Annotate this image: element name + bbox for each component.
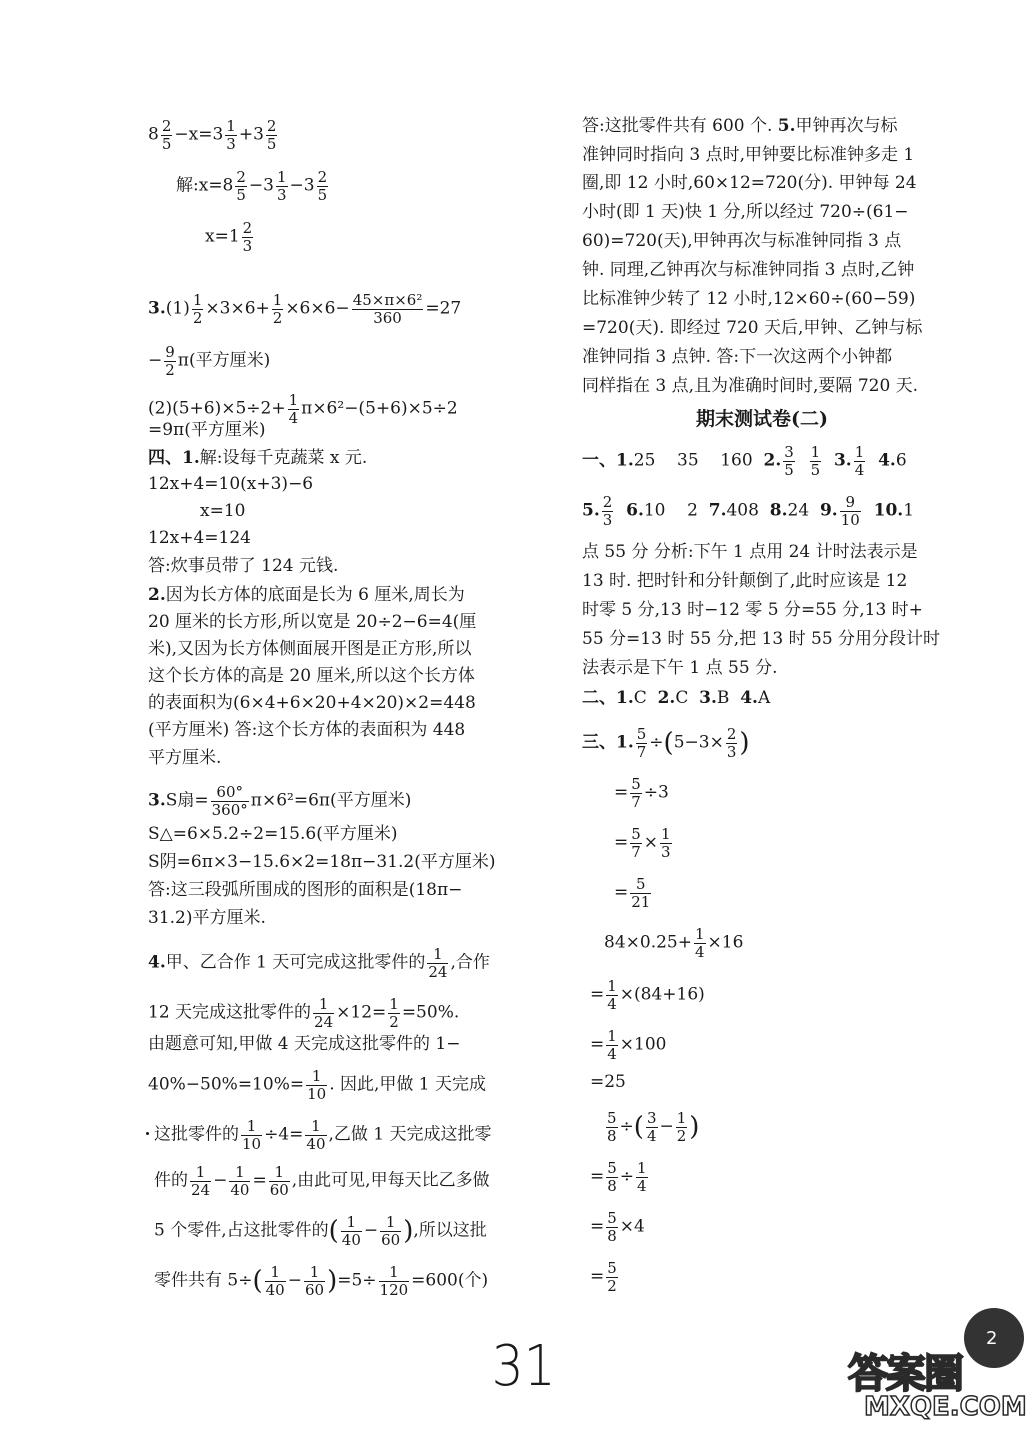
text-line: 法表示是下午 1 点 55 分. [582, 658, 778, 678]
fraction: $\frac{1}{4}$ [288, 391, 299, 427]
text-line: 答:这批零件共有 600 个. 5.甲钟再次与标 [582, 116, 898, 136]
problem-3-part-1-cont: − $\frac{9}{2}$ π(平方厘米) [148, 343, 271, 379]
problem-4-line-8: 零件共有 5÷( $\frac{1}{40}$ − $\frac{1}{60}$ )=5÷ $\frac{1}{120}$ =600(个) [154, 1263, 489, 1299]
fraction: $\frac{1}{2}$ [389, 995, 399, 1031]
section-1-answers-a: 一、1.25 35 160 2. $\frac{3}{5}$ $\frac{1}{5}$ 3. $\frac{1}{4}$ 4.6 [582, 443, 907, 479]
watermark-logo-text: 答案圈 [848, 1351, 962, 1397]
text-line: =9π(平方厘米) [148, 420, 266, 440]
watermark-url: MXQE.COM [864, 1392, 1027, 1422]
fraction: $\frac{1}{24}$ [191, 1163, 211, 1199]
text-line: 55 分=13 时 55 分,把 13 时 55 分用分段计时 [582, 629, 941, 649]
fraction: $\frac{1}{2}$ [676, 1109, 687, 1145]
problem-3-part-2: (2)(5+6)×5÷2+ $\frac{1}{4}$ π×6²−(5+6)×5÷2 [148, 391, 458, 427]
calc-step: = $\frac{5}{2}$ [590, 1259, 617, 1295]
problem-3-sector: 3.S扇= $\frac{60^\circ}{360^\circ}$ π×6²=6π(平方厘米) [148, 783, 412, 819]
text-line: S△=6×5.2÷2=15.6(平方厘米) [148, 824, 398, 844]
section-title: 期末测试卷(二) [696, 408, 828, 430]
fraction: $\frac{1}{5}$ [810, 443, 821, 479]
fraction: $\frac{1}{2}$ [192, 291, 203, 327]
text-line: 米),又因为长方体侧面展开图是正方形,所以 [148, 639, 472, 659]
text-line: 由题意可知,甲做 4 天完成这批零件的 1− [148, 1034, 461, 1054]
section-2-answers: 二、1.C 2.C 3.B 4.A [582, 688, 771, 708]
fraction: $\frac{2}{3}$ [242, 219, 253, 255]
text-line: 20 厘米的长方形,所以宽是 20÷2−6=4(厘 [148, 612, 477, 632]
text-line: 准钟同时指向 3 点时,甲钟要比标准钟多走 1 [582, 145, 915, 165]
text-line: 准钟同指 3 点钟. 答:下一次这两个小钟都 [582, 347, 893, 367]
text-line: 平方厘米. [148, 748, 222, 768]
text-line: 31.2)平方厘米. [148, 908, 266, 928]
calc-step: = $\frac{5}{8}$ ×4 [590, 1209, 645, 1245]
fraction: $\frac{1}{120}$ [379, 1263, 409, 1299]
text-line: 点 55 分 分析:下午 1 点用 24 计时法表示是 [582, 542, 918, 562]
speck [146, 1132, 149, 1135]
fraction: $\frac{5}{7}$ [631, 775, 641, 811]
text-line: 同样指在 3 点,且为准确时间时,要隔 720 天. [582, 376, 919, 396]
fraction: $\frac{60^\circ}{360^\circ}$ [211, 783, 248, 819]
fraction: $\frac{9}{2}$ [165, 343, 175, 379]
text-line: 的表面积为(6×4+6×20+4×20)×2=448 [148, 693, 476, 713]
watermark [846, 1340, 1027, 1430]
text-line: =720(天). 即经过 720 天后,甲钟、乙钟与标 [582, 318, 923, 338]
fraction: $\frac{1}{4}$ [694, 925, 705, 961]
text-line: 比标准钟少转了 12 小时,12×60÷(60−59) [582, 289, 916, 309]
calc-problem: $\frac{5}{8}$ ÷( $\frac{3}{4}$ − $\frac{1}{2}$ ) [607, 1109, 700, 1145]
fraction: $\frac{1}{60}$ [381, 1213, 401, 1249]
problem-4-line-2: 12 天完成这批零件的 $\frac{1}{24}$ ×12= $\frac{1}{2}$ =50%. [148, 995, 460, 1031]
eq-line-3: x=1 $\frac{2}{3}$ [205, 219, 253, 255]
fraction: $\frac{1}{2}$ [272, 291, 283, 327]
fraction: $\frac{1}{4}$ [607, 977, 617, 1013]
fraction: $\frac{5}{7}$ [636, 725, 647, 761]
fraction: $\frac{1}{4}$ [607, 1027, 617, 1063]
text-line: (平方厘米) 答:这个长方体的表面积为 448 [148, 720, 466, 740]
fraction: $\frac{\text{45×π×6²}}{360}$ [352, 291, 423, 327]
section-4-q1: 四、1.解:设每千克蔬菜 x 元. [148, 448, 368, 468]
eq-line-2: 解:x=8 $\frac{2}{5}$ −3 $\frac{1}{3}$ −3 $\frac{2}{5}$ [176, 168, 328, 204]
fraction: $\frac{3}{4}$ [646, 1109, 657, 1145]
calc-step: =25 [590, 1072, 626, 1092]
fraction: $\frac{2}{3}$ [602, 493, 613, 529]
fraction: $\frac{1}{24}$ [428, 945, 448, 981]
problem-4: 4.甲、乙合作 1 天可完成这批零件的 $\frac{1}{24}$ ,合作 [148, 945, 490, 981]
fraction: $\frac{1}{3}$ [661, 825, 671, 861]
text-line: 2.因为长方体的底面是长为 6 厘米,周长为 [148, 585, 465, 605]
fraction: $\frac{5}{8}$ [607, 1109, 617, 1145]
section-1-answers-b: 5. $\frac{2}{3}$ 6.10 2 7.408 8.24 9. $\frac{9}{10}$ 10.1 [582, 493, 915, 529]
fraction: $\frac{5}{7}$ [631, 825, 641, 861]
fraction: $\frac{1}{40}$ [306, 1117, 326, 1153]
eq-line-1: 8 $\frac{2}{5}$ −x=3 $\frac{1}{3}$ +3 $\frac{2}{5}$ [148, 117, 277, 153]
fraction: $\frac{1}{10}$ [242, 1117, 262, 1153]
fraction: $\frac{1}{3}$ [226, 117, 236, 153]
calc-step: = $\frac{1}{4}$ ×(84+16) [590, 977, 705, 1013]
fraction: $\frac{2}{3}$ [726, 725, 737, 761]
fraction: $\frac{2}{5}$ [317, 168, 328, 204]
text-line: 圈,即 12 小时,60×12=720(分). 甲钟每 24 [582, 173, 917, 193]
problem-4-line-7: 5 个零件,占这批零件的( $\frac{1}{40}$ − $\frac{1}{60}$ ),所以这批 [154, 1213, 487, 1249]
problem-4-line-6: 件的 $\frac{1}{24}$ − $\frac{1}{40}$ = $\frac{1}{60}$ ,由此可见,甲每天比乙多做 [154, 1163, 490, 1199]
fraction: $\frac{1}{24}$ [314, 995, 334, 1031]
calc-problem: 84×0.25+ $\frac{1}{4}$ ×16 [604, 925, 744, 961]
text-line: 时零 5 分,13 时−12 零 5 分=55 分,13 时+ [582, 600, 923, 620]
text-line: 60)=720(天),甲钟再次与标准钟同指 3 点 [582, 231, 902, 251]
section-3-q1: 三、1. $\frac{5}{7}$ ÷(5−3× $\frac{2}{3}$ ) [582, 725, 750, 761]
problem-4-line-4: 40%−50%=10%= $\frac{1}{10}$ . 因此,甲做 1 天完成 [148, 1067, 487, 1103]
text-line: x=10 [200, 501, 246, 521]
text-line: 钟. 同理,乙钟再次与标准钟同指 3 点时,乙钟 [582, 260, 915, 280]
text-line: S阴=6π×3−15.6×2=18π−31.2(平方厘米) [148, 852, 496, 872]
problem-4-line-5: 这批零件的 $\frac{1}{10}$ ÷4= $\frac{1}{40}$ ,乙做 1 天完成这批零 [154, 1117, 492, 1153]
text-line: 12x+4=10(x+3)−6 [148, 474, 314, 494]
calc-step: = $\frac{5}{7}$ × $\frac{1}{3}$ [614, 825, 671, 861]
text-line: 13 时. 把时针和分针颠倒了,此时应该是 12 [582, 571, 908, 591]
text-line: 小时(即 1 天)快 1 分,所以经过 720÷(61− [582, 202, 909, 222]
page-number: 31 [491, 1334, 556, 1399]
text-line: 这个长方体的高是 20 厘米,所以这个长方体 [148, 666, 475, 686]
fraction: $\frac{2}{5}$ [161, 117, 172, 153]
fraction: $\frac{1}{60}$ [304, 1263, 325, 1299]
fraction: $\frac{1}{40}$ [265, 1263, 285, 1299]
calc-step: = $\frac{5}{21}$ [614, 875, 651, 911]
fraction: $\frac{2}{5}$ [266, 117, 277, 153]
fraction: $\frac{2}{5}$ [236, 168, 246, 204]
fraction: $\frac{1}{60}$ [269, 1163, 289, 1199]
text-line: 12x+4=124 [148, 528, 251, 548]
fraction: $\frac{3}{5}$ [784, 443, 794, 479]
calc-step: = $\frac{5}{7}$ ÷3 [614, 775, 669, 811]
fraction: $\frac{1}{4}$ [637, 1159, 647, 1195]
fraction: $\frac{5}{8}$ [607, 1159, 617, 1195]
fraction: $\frac{5}{21}$ [631, 875, 651, 911]
corner-tab-number: 2 [986, 1328, 998, 1349]
fraction: $\frac{1}{40}$ [230, 1163, 250, 1199]
calc-step: = $\frac{1}{4}$ ×100 [590, 1027, 667, 1063]
text-line: 答:这三段弧所围成的图形的面积是(18π− [148, 880, 463, 900]
fraction: $\frac{5}{2}$ [607, 1259, 617, 1295]
fraction: $\frac{9}{10}$ [840, 493, 860, 529]
calc-step: = $\frac{5}{8}$ ÷ $\frac{1}{4}$ [590, 1159, 647, 1195]
fraction: $\frac{5}{8}$ [607, 1209, 617, 1245]
fraction: $\frac{1}{3}$ [276, 168, 287, 204]
text-line: 答:炊事员带了 124 元钱. [148, 556, 339, 576]
fraction: $\frac{1}{40}$ [341, 1213, 361, 1249]
problem-3-part-1: 3.(1) $\frac{1}{2}$ ×3×6+ $\frac{1}{2}$ ×6×6− $\frac{\text{45×π×6²}}{360}$ =27 [148, 291, 462, 327]
fraction: $\frac{1}{4}$ [854, 443, 865, 479]
fraction: $\frac{1}{10}$ [307, 1067, 327, 1103]
